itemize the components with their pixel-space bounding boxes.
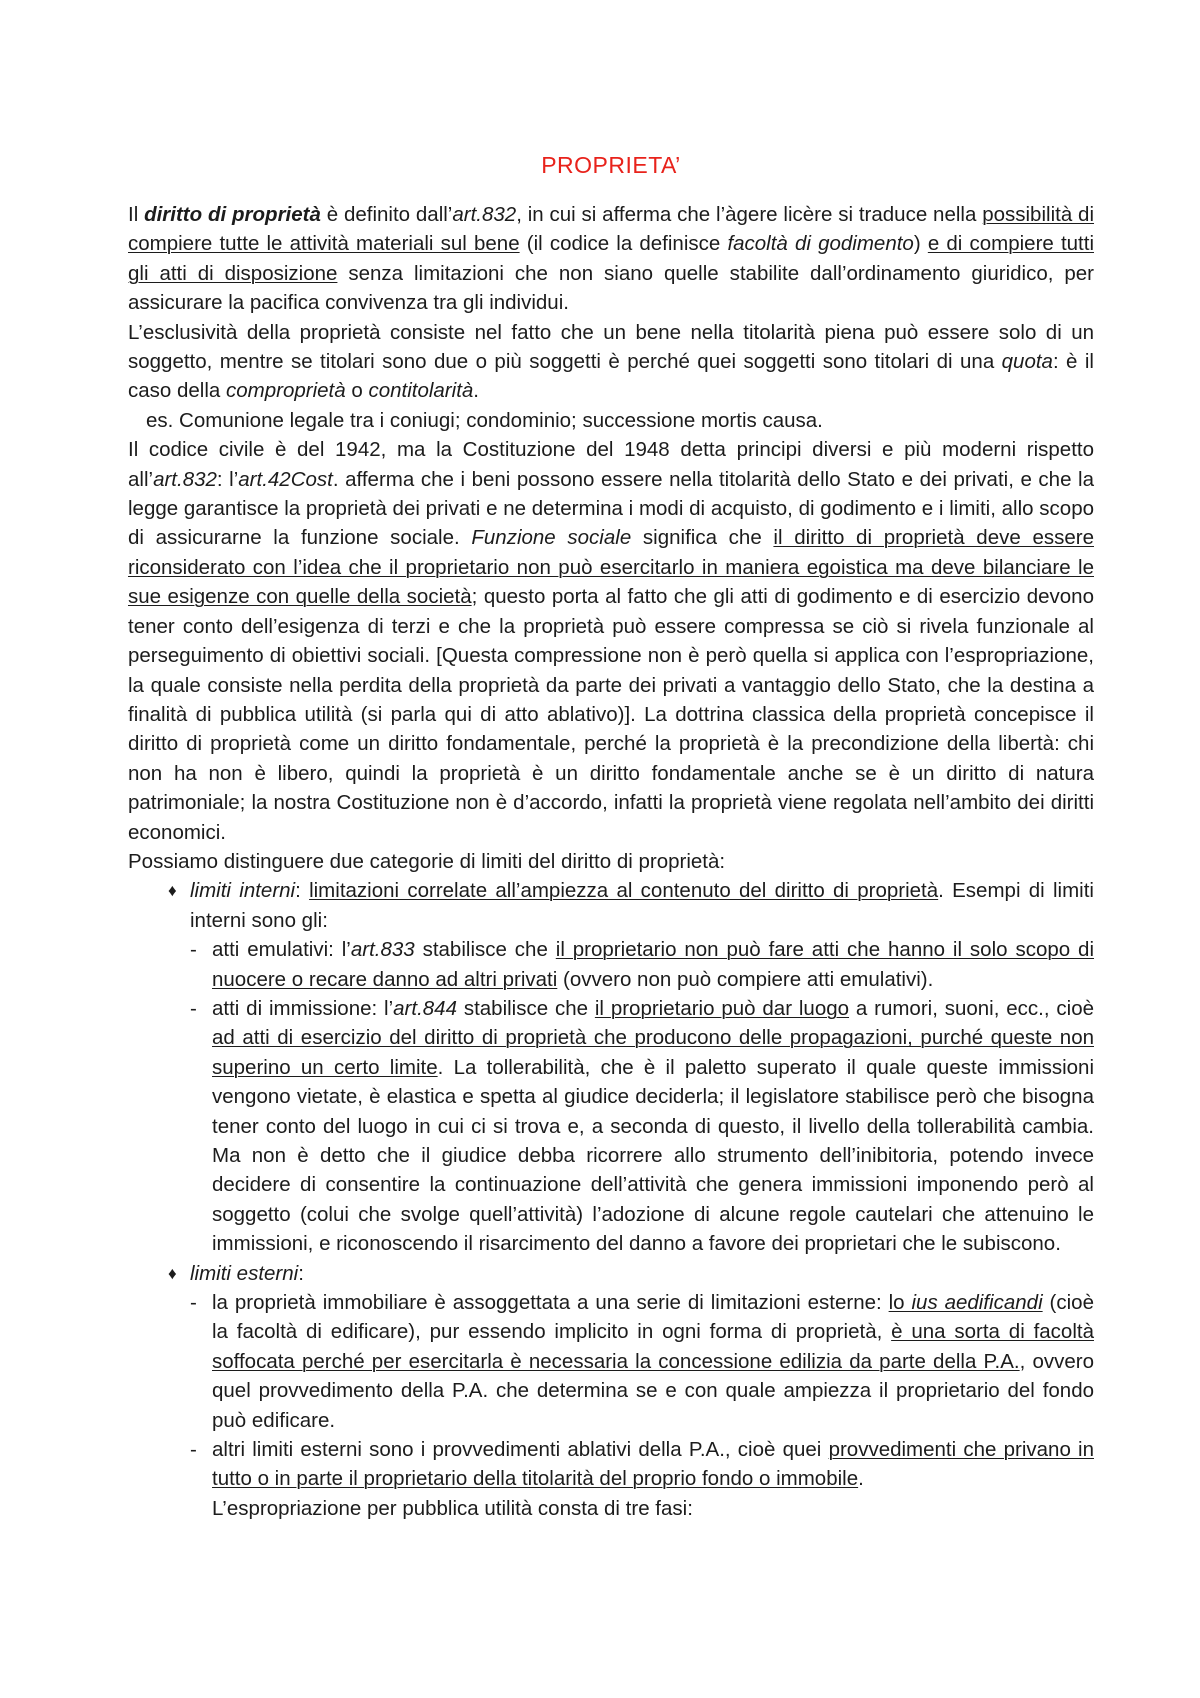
article-ref: art.832 — [153, 467, 217, 491]
dash-bullet-icon: - — [190, 996, 197, 1020]
text: è definito dall’ — [320, 203, 453, 226]
list-item-internal-limits — [168, 876, 1094, 1258]
text: (cioè la facoltà di edificare), pur essendo implicito in ogni forma di proprietà, — [212, 1291, 1094, 1344]
diamond-bullet-icon: ♦ — [168, 1263, 177, 1283]
underlined-text: il proprietario non può fare atti che hanno il solo scopo di nuocere o recare danno ad altri privati — [212, 938, 1095, 991]
underlined-text: provvedimenti che privano in tutto o in parte il proprietario della titolarità del proprio fondo o immobile — [212, 1438, 1094, 1491]
text: stabilisce che — [456, 996, 595, 1020]
term: facoltà di godimento — [727, 232, 914, 256]
term: limiti esterni — [190, 1261, 299, 1285]
text: . La tollerabilità, che è il paletto superato il quale queste immissioni vengono vietate, è elastica e spetta al giudice deciderla; il legislatore stabilisce però che bisogna tener conto del luogo in cui ci si trova e, a seconda di questo, il livello della tollerabilità cambia. Ma non è detto che il giudice debba ricorrere allo strumento dell’inibitoria, potendo invece decidere di consentire la continuazione dell’attività che genera immissioni imponendo però al soggetto (colui che svolge quell’attività) l’adozione di alcune regole cautelari che attenuino le immissioni, e riconoscendo il risarcimento del danno a favore dei proprietari che le subiscono. — [212, 1055, 1094, 1256]
dash-bullet-icon: - — [190, 1438, 197, 1462]
underlined-text: il diritto di proprietà deve essere riconsiderato con l’idea che il proprietario non può esercitarlo in maniera egoistica ma deve bilanciare le sue esigenze con quelle della società — [128, 526, 1094, 609]
limits-list — [128, 876, 1094, 1523]
external-limits-sublist — [190, 1288, 1094, 1523]
internal-limits-sublist — [190, 935, 1094, 1258]
text: a rumori, suoni, ecc., cioè — [849, 996, 1095, 1020]
text: . — [473, 379, 479, 403]
term: Funzione sociale — [471, 526, 632, 550]
underlined-text: e di compiere tutti gli atti di disposizione — [128, 232, 1094, 285]
paragraph-constitution — [128, 435, 1094, 847]
paragraph-example: es. Comunione legale tra i coniugi; condominio; successione mortis causa. — [146, 408, 823, 432]
text: atti emulativi: l’ — [212, 938, 351, 962]
text: (il codice la definisce — [519, 232, 728, 256]
term: comproprietà — [226, 379, 346, 403]
diamond-bullet-icon: ♦ — [168, 881, 177, 901]
underlined-text: limitazioni correlate all’ampiezza al contenuto del diritto di proprietà — [309, 879, 939, 903]
underlined-text: possibilità di compiere tutte le attività materiali sul bene — [128, 203, 1095, 256]
list-item-ius-aedificandi — [190, 1288, 1094, 1435]
text: . afferma che i beni possono essere nella titolarità dello Stato e dei privati, e che la legge garantisce la proprietà dei privati e ne determina i modi di acquisto, di godimento e i limiti, allo scopo di assicurarne la funzione sociale. — [128, 467, 1094, 550]
text: : — [295, 879, 310, 903]
paragraph-exclusivity — [128, 318, 1094, 406]
text: atti di immissione: l’ — [212, 996, 394, 1020]
list-item-ablative-measures — [190, 1435, 1094, 1523]
document-title: PROPRIETA’ — [541, 152, 681, 178]
text: : l’ — [216, 467, 239, 491]
text: L’espropriazione per pubblica utilità consta di tre fasi: — [212, 1496, 693, 1520]
term: contitolarità — [368, 379, 474, 403]
underlined-text: è una sorta di facoltà soffocata perché per esercitarla è necessaria la concessione edilizia da parte della P.A. — [212, 1320, 1094, 1373]
term: quota — [1001, 350, 1053, 374]
text: la proprietà immobiliare è assoggettata a una serie di limitazioni esterne: — [212, 1291, 889, 1315]
dash-bullet-icon: - — [190, 1291, 197, 1315]
term: ius aedificandi — [911, 1291, 1043, 1315]
text: altri limiti esterni sono i provvedimenti ablativi della P.A., cioè quei — [212, 1438, 829, 1462]
text: (ovvero non può compiere atti emulativi). — [557, 967, 934, 991]
article-ref: art.833 — [350, 938, 415, 962]
list-item-immission-acts — [190, 994, 1094, 1259]
term: diritto di proprietà — [144, 203, 321, 226]
paragraph-definition — [128, 200, 1094, 318]
text: ; questo porta al fatto che gli atti di godimento e di esercizio devono tener conto dell’esigenza di terzi e che la proprietà può essere compressa se ciò si rivela funzionale al perseguimento di obiettivi sociali. [Questa compressione non è però quella si applica con l’espropriazione, la quale consiste nella perdita della proprietà da parte dei privati a vantaggio dello Stato, che la destina a finalità di pubblica utilità (si parla qui di atto ablativo)]. La dottrina classica della proprietà concepisce il diritto di proprietà come un diritto fondamentale, perché la proprietà è la precondizione della libertà: chi non ha non è libero, quindi la proprietà è un diritto fondamentale anche se è un diritto di natura patrimoniale; la nostra Costituzione non è d’accordo, infatti la proprietà viene regolata nell’ambito dei diritti economici. — [128, 585, 1094, 844]
article-ref: art.42Cost — [238, 467, 333, 491]
underlined-text: il proprietario può dar luogo — [594, 996, 850, 1020]
text: ) — [913, 232, 928, 256]
text: , ovvero quel provvedimento della P.A. che determina se e con quale ampiezza il proprietario del fondo può edificare. — [212, 1349, 1095, 1432]
list-item-emulative-acts — [190, 935, 1094, 994]
text: senza limitazioni che non siano quelle stabilite dall’ordinamento giuridico, per assicurare la pacifica convivenza tra gli individui. — [128, 261, 1094, 315]
text: Il — [128, 203, 145, 226]
text: o — [345, 379, 369, 403]
paragraph-limits-intro: Possiamo distinguere due categorie di limiti del diritto di proprietà: — [128, 849, 726, 873]
text: L’esclusività della proprietà consiste nel fatto che un bene nella titolarità piena può essere solo di un soggetto, mentre se titolari sono due o più soggetti è perché quei soggetti sono titolari di una — [128, 320, 1094, 374]
text: Il codice civile è del 1942, ma la Costituzione del 1948 detta principi diversi e più moderni rispetto all’ — [128, 438, 1094, 491]
article-ref: art.832 — [452, 203, 517, 226]
text: : è il caso della — [128, 350, 1094, 403]
dash-bullet-icon: - — [190, 938, 197, 962]
term: limiti interni — [190, 879, 296, 903]
text: . Esempi di limiti interni sono gli: — [190, 879, 1094, 932]
text: lo — [888, 1291, 912, 1315]
text: : — [298, 1261, 304, 1285]
underlined-text — [889, 1291, 1043, 1314]
text: . — [858, 1467, 864, 1491]
article-ref: art.844 — [393, 996, 457, 1020]
list-item-external-limits — [168, 1259, 1094, 1524]
text: significa che — [631, 526, 774, 550]
text: , in cui si afferma che l’àgere licère si traduce nella — [516, 203, 983, 226]
underlined-text: ad atti di esercizio del diritto di proprietà che producono delle propagazioni, purché queste non superino un certo limite — [212, 1026, 1094, 1079]
text: stabilisce che — [414, 938, 556, 962]
